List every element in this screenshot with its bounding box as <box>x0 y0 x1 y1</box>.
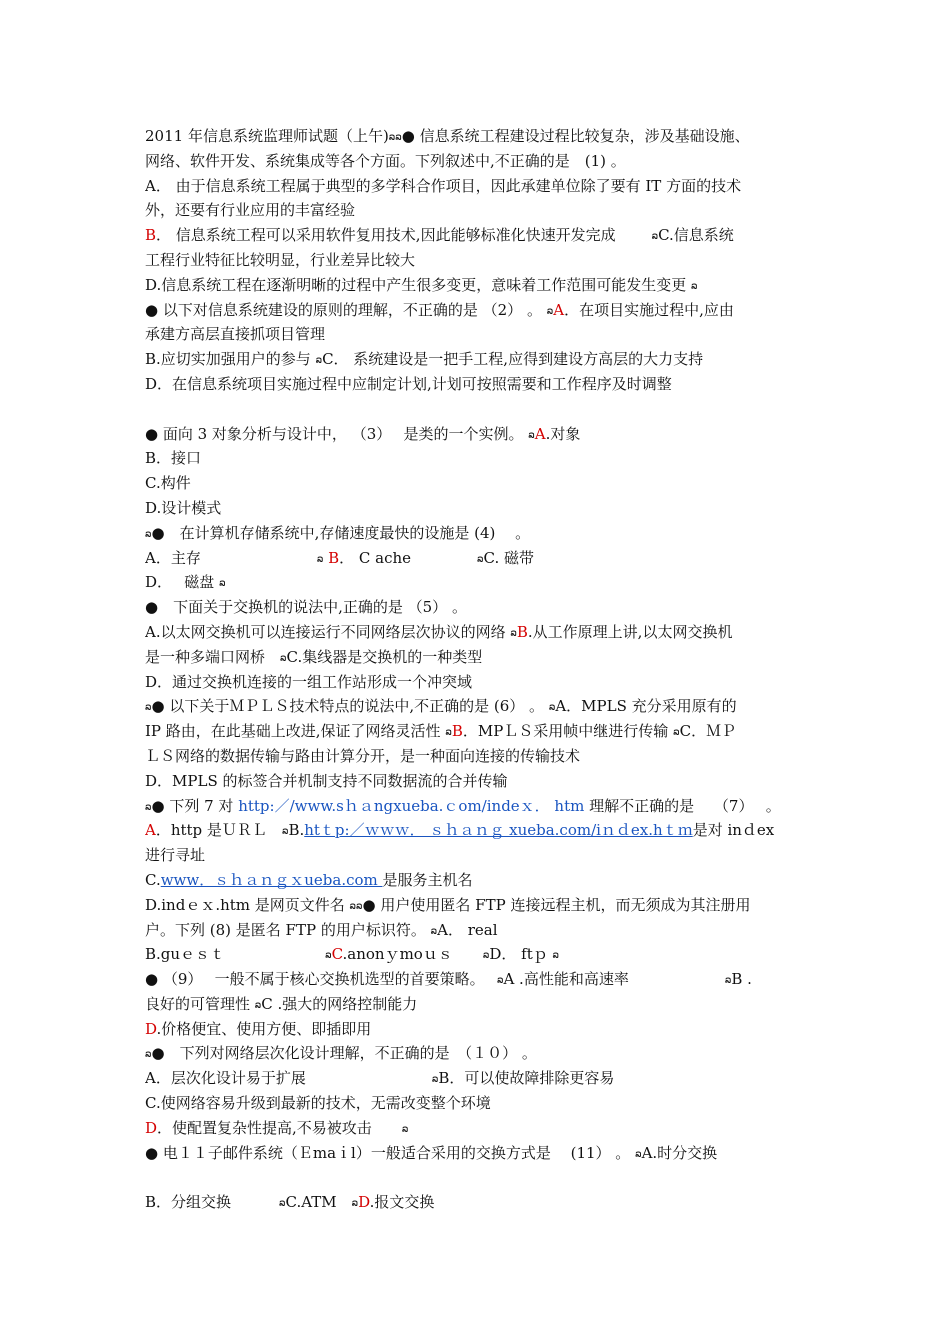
text-run: 外，还要有行业应用的丰富经验 <box>145 201 356 220</box>
text-line <box>145 942 813 967</box>
text-line <box>145 248 813 273</box>
text-run: B．可以使故障排除更容易 <box>438 1069 615 1088</box>
answer-letter: C <box>331 945 343 964</box>
answer-letter: D <box>358 1193 370 1212</box>
answer-letter: D <box>145 1118 158 1137</box>
marker-glyph: ລ <box>254 999 262 1011</box>
text-run: B. <box>288 821 305 840</box>
marker-glyph: ລ <box>316 553 324 565</box>
text-line <box>145 521 813 546</box>
text-run: C.集线器是交换机的一种类型 <box>286 647 483 666</box>
marker-glyph: ລ <box>145 1049 152 1061</box>
text-run: D． 磁盘 <box>145 573 220 592</box>
text-line <box>145 570 813 595</box>
text-run: C.使网络容易升级到最新的技术，无需改变整个环境 <box>145 1094 491 1113</box>
text-run: A．MPLS 充分采用原有的 <box>555 697 737 716</box>
text-run: ● 信息系统工程建设过程比较复杂，涉及基础设施、 <box>401 127 750 145</box>
text-run: IP 路由，在此基础上改进,保证了网络灵活性 <box>145 722 446 741</box>
marker-glyph: ລ <box>477 553 484 565</box>
text-run: 是服务主机名 <box>382 870 473 889</box>
text-run: C．ＭＰ <box>679 722 737 741</box>
text-run: D．MPLS 的标签合并机制支持不同数据流的合并传输 <box>145 771 508 790</box>
text-run: A.以太网交换机可以连接运行不同网络层次协议的网络 <box>145 622 511 641</box>
text-line <box>145 670 813 695</box>
text-line <box>145 446 813 471</box>
text-run: B．分组交换 <box>145 1193 232 1212</box>
marker-glyph: ລ <box>528 429 535 441</box>
answer-letter: B <box>323 548 340 567</box>
text-line <box>145 546 813 571</box>
text-line <box>145 794 813 819</box>
text-run: ．http 是ＵＲＬ <box>155 821 282 840</box>
text-run: ● 电１１子邮件系统（Ｅmaｉl）一般适合采用的交换方式是 (11） 。 <box>145 1143 636 1162</box>
text-line <box>145 595 813 620</box>
text-run: ● 下面关于交换机的说法中,正确的是 （5） 。 <box>145 598 467 617</box>
text-run: D.indｅｘ.htm 是网页文件名 <box>145 895 350 914</box>
text-run: 承建方高层直接抓项目管理 <box>145 325 326 344</box>
text-line <box>145 620 813 645</box>
text-line <box>145 149 813 174</box>
text-run: ● 下列对网络层次化设计理解，不正确的是 （１０） 。 <box>151 1044 537 1063</box>
text-run: ．MPＬＳ采用帧中继进行传输 <box>462 722 674 741</box>
text-line <box>145 818 813 843</box>
text-line <box>145 1017 813 1042</box>
text-line <box>145 918 813 943</box>
text-line <box>145 893 813 918</box>
text-run: ● 以下对信息系统建设的原则的理解，不正确的是 （2） 。 <box>145 300 547 319</box>
marker-glyph: ລ <box>430 925 438 937</box>
text-line <box>145 694 813 719</box>
text-run: C.信息系统 <box>658 226 734 245</box>
text-line <box>145 1066 813 1091</box>
text-run: D.信息系统工程在逐渐明晰的过程中产生很多变更，意味着工作范围可能发生变更 <box>145 275 692 294</box>
marker-glyph: ລ <box>548 702 556 714</box>
text-run: .价格便宜、使用方便、即插即用 <box>156 1019 372 1038</box>
text-run: A． real <box>437 920 498 939</box>
text-run: C .强大的网络控制能力 <box>261 994 418 1013</box>
text-line <box>145 124 813 149</box>
marker-glyph: ລ <box>546 305 554 317</box>
marker-glyph: ລ <box>280 652 287 664</box>
marker-glyph: ລ <box>651 231 659 243</box>
text-line <box>145 471 813 496</box>
marker-glyph: ລລ <box>349 900 363 912</box>
text-line <box>145 843 813 868</box>
text-run: C.ATM <box>285 1193 352 1212</box>
text-run: 是一种多端口网桥 <box>145 647 281 666</box>
text-run: 良好的可管理性 <box>145 994 255 1013</box>
text-run: 进行寻址 <box>145 846 206 865</box>
marker-glyph: ລ <box>325 950 332 962</box>
text-run: ● 在计算机存储系统中,存储速度最快的设施是 (4) 。 <box>151 523 531 542</box>
answer-letter: D <box>145 1019 157 1038</box>
answer-letter: B <box>451 722 463 741</box>
answer-letter: A <box>534 424 546 443</box>
text-line <box>145 645 813 670</box>
marker-glyph: ລ <box>445 727 452 739</box>
text-line <box>145 322 813 347</box>
text-run: ● （9） 一般不属于核心交换机选型的首要策略。 <box>145 970 497 989</box>
text-run: D． ftｐ <box>489 945 553 964</box>
marker-glyph: ລ <box>552 950 559 962</box>
text-line <box>145 198 813 223</box>
text-run: 网络、软件开发、系统集成等各个方面。下列叙述中,不正确的是 (1) 。 <box>145 151 626 170</box>
text-line <box>145 174 813 199</box>
text-run: ● 面向 3 对象分析与设计中， （3） 是类的一个实例。 <box>145 424 529 443</box>
text-run: C． 系统建设是一把手工程,应得到建设方高层的大力支持 <box>322 350 704 369</box>
text-line <box>145 347 813 372</box>
marker-glyph: ລ <box>351 1198 359 1210</box>
text-run: C. 磁带 <box>483 548 535 567</box>
text-line <box>145 769 813 794</box>
text-line <box>145 967 813 992</box>
answer-letter: B <box>516 622 528 641</box>
text-run: ． 信息系统工程可以采用软件复用技术,因此能够标准化快速开发完成 <box>156 226 616 245</box>
text-line <box>145 1165 813 1190</box>
text-run: ● 下列 7 对 <box>151 796 239 815</box>
marker-glyph: ລ <box>315 355 323 367</box>
text-run: D.设计模式 <box>145 498 222 517</box>
text-run: ● 以下关于ＭＰＬＳ技术特点的说法中,不正确的是 (6） 。 <box>151 697 549 716</box>
text-run: A.时分交换 <box>641 1143 718 1162</box>
text-line <box>145 397 813 422</box>
url-link[interactable]: www．ｓｈａｎｇｘueba.com <box>160 870 383 889</box>
marker-glyph: ລ <box>145 702 152 714</box>
text-run: C. <box>145 870 161 889</box>
text-run: B . <box>731 970 752 989</box>
text-line <box>145 273 813 298</box>
text-run: A． 由于信息系统工程属于典型的多学科合作项目，因此承建单位除了要有 IT 方面的技术 <box>145 176 742 195</box>
marker-glyph: ລ <box>279 1198 286 1210</box>
text-line <box>145 1141 813 1166</box>
text-line <box>145 992 813 1017</box>
text-run: D．在信息系统项目实施过程中应制定计划,计划可按照需要和工作程序及时调整 <box>145 374 672 393</box>
marker-glyph: ລ <box>635 1148 642 1160</box>
marker-glyph: ລ <box>510 627 517 639</box>
text-run: 是对 inｄex <box>692 821 775 840</box>
text-run: ．使配置复杂性提高,不易被攻击 <box>157 1118 372 1137</box>
answer-letter: B <box>145 226 157 245</box>
text-line <box>145 868 813 893</box>
text-run: .对象 <box>545 424 581 443</box>
text-run: B．接口 <box>145 449 202 468</box>
marker-glyph: ລ <box>145 801 152 813</box>
text-run: C.构件 <box>145 474 191 493</box>
text-run: .报文交换 <box>369 1193 435 1212</box>
text-run: D．通过交换机连接的一组工作站形成一个冲突域 <box>145 672 473 691</box>
text-run: 户。下列 (8) 是匿名 FTP 的用户标识符。 <box>145 920 431 939</box>
marker-glyph: ລລ <box>388 132 402 143</box>
text-run: ● 用户使用匿名 FTP 连接远程主机，而无须成为其注册用 <box>362 895 751 914</box>
text-line <box>145 1116 813 1141</box>
marker-glyph: ລ <box>482 950 490 962</box>
text-line <box>145 372 813 397</box>
text-line <box>145 1091 813 1116</box>
marker-glyph: ລ <box>281 826 289 838</box>
text-run: 2011 年信息系统监理师试题（上午) <box>145 127 389 145</box>
text-run: 理解不正确的是 （7） 。 <box>584 796 781 815</box>
text-line <box>145 744 813 769</box>
marker-glyph: ລ <box>431 1074 439 1086</box>
text-run: ． C ache <box>339 548 412 567</box>
exam-text-body <box>145 124 813 1215</box>
text-run: ．在项目实施过程中,应由 <box>564 300 734 319</box>
marker-glyph: ລ <box>673 727 680 739</box>
text-run: B.应切实加强用户的参与 <box>145 350 316 369</box>
marker-glyph: ລ <box>496 975 504 987</box>
text-line <box>145 719 813 744</box>
text-line <box>145 422 813 447</box>
text-run: A .高性能和高速率 <box>503 970 629 989</box>
text-line <box>145 496 813 521</box>
marker-glyph: ລ <box>724 975 732 987</box>
marker-glyph: ລ <box>401 1123 409 1135</box>
marker-glyph: ລ <box>219 578 226 590</box>
url-link[interactable]: http:／/www.sｈａngxueba.ｃom/indeｘ． htm <box>238 796 585 815</box>
text-run: .从工作原理上讲,以太网交换机 <box>527 622 733 641</box>
text-run: ＬＳ网络的数据传输与路由计算分开，是一种面向连接的传输技术 <box>145 746 581 765</box>
text-line <box>145 1190 813 1215</box>
text-run: .anonｙmoｕｓ <box>342 945 453 964</box>
answer-letter: A <box>145 821 156 840</box>
text-line <box>145 298 813 323</box>
answer-letter: A <box>553 300 565 319</box>
url-link[interactable]: htｔp:／ｗｗｗ． ｓｈａｎｇ xueba.com/iｎｄex.hｔｍ <box>304 821 693 840</box>
text-run: B.guｅｓｔ <box>145 945 226 964</box>
text-run: 工程行业特征比较明显，行业差异比较大 <box>145 250 416 269</box>
text-run: A．主存 <box>145 548 201 567</box>
text-line <box>145 223 813 248</box>
marker-glyph: ລ <box>145 528 152 540</box>
text-run: A．层次化设计易于扩展 <box>145 1069 306 1088</box>
text-line <box>145 1041 813 1066</box>
marker-glyph: ລ <box>691 280 698 292</box>
